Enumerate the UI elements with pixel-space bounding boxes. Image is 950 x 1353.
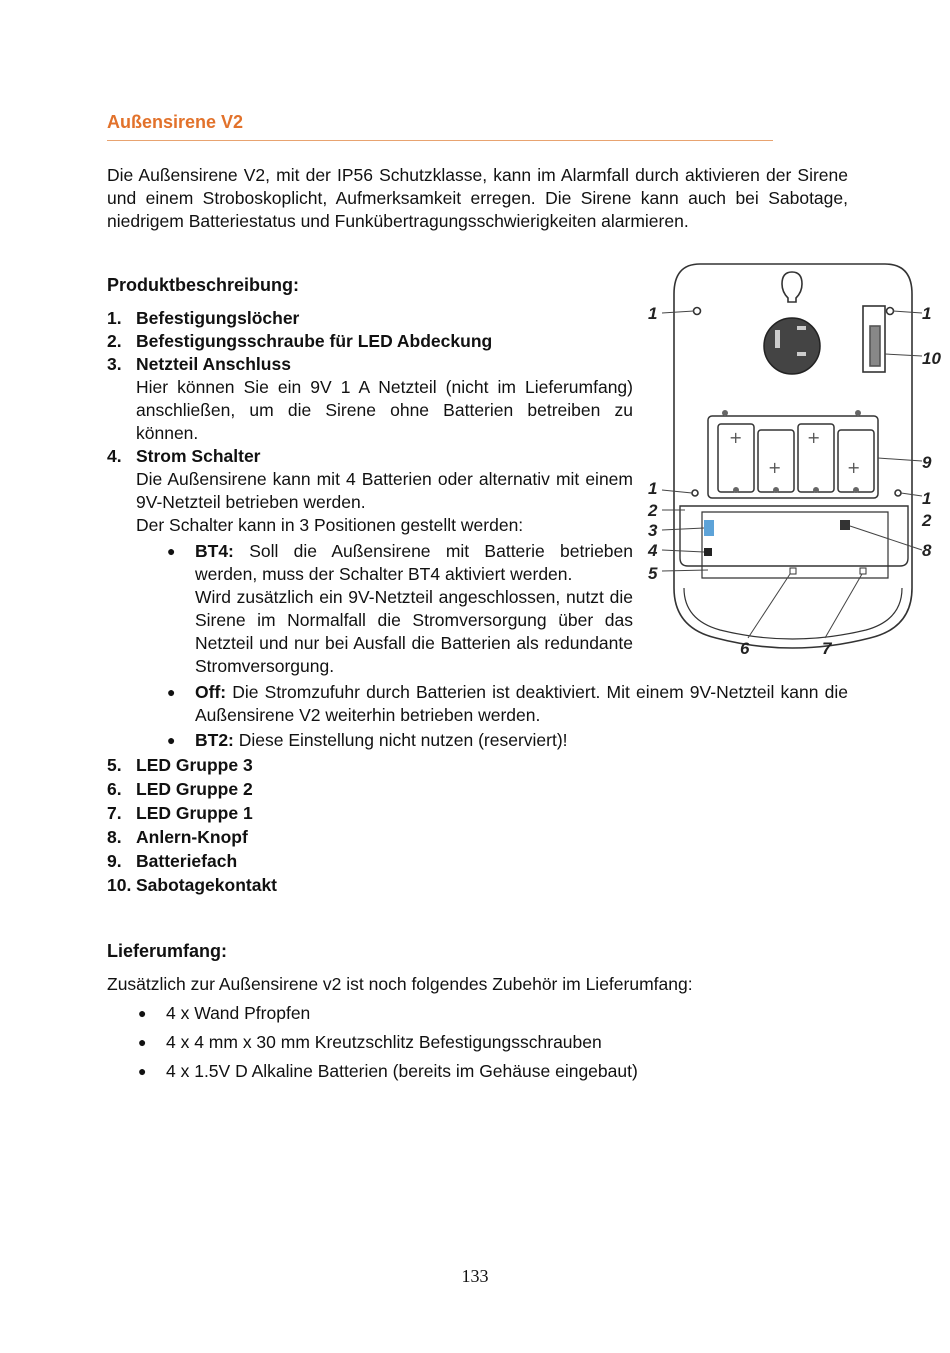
bullet-text: BT2: Diese Einstellung nicht nutzen (reserviert)!: [195, 730, 568, 750]
item-label: LED Gruppe 3: [136, 755, 253, 775]
delivery-item: ● 4 x 4 mm x 30 mm Kreutzschlitz Befestigungsschrauben: [138, 1032, 602, 1052]
siren-speaker: [764, 318, 820, 374]
keyhole: [782, 272, 802, 302]
callout-label: 2: [648, 501, 658, 520]
list-item: [107, 802, 848, 825]
delivery-item: ● 4 x 1.5V D Alkaline Batterien (bereits im Gehäuse eingebaut): [138, 1061, 638, 1081]
mounting-hole: [895, 490, 901, 496]
callout-label: 5: [648, 564, 658, 583]
item-description: Der Schalter kann in 3 Positionen gestellt werden:: [136, 515, 524, 535]
item-number: 7.: [107, 803, 122, 823]
svg-text:+: +: [729, 428, 743, 447]
svg-text:+: +: [768, 458, 782, 477]
callout-label: 1: [922, 489, 932, 508]
item-number: 8.: [107, 827, 122, 847]
product-heading: Produktbeschreibung:: [107, 275, 300, 295]
item-label: Anlern-Knopf: [136, 827, 248, 847]
item-description: Hier können Sie ein 9V 1 A Netzteil (nicht im Lieferumfang) anschließen, um die Sirene ohne Batterien betreiben zu können.: [136, 377, 633, 443]
callout-label: 1: [648, 304, 658, 323]
bullet-icon: ●: [138, 1034, 147, 1050]
bullet-item: [107, 681, 848, 727]
section-title: Außensirene V2: [107, 112, 244, 132]
callout-label: 7: [822, 639, 832, 658]
bullet-text-continued: Wird zusätzlich ein 9V-Netzteil angeschlossen, nutzt die Sirene im Normalfall die Stromversorgung über das Netzteil und nur bei Ausfall die Batterien als redundante Stromversorgung.: [195, 587, 633, 676]
power-connector: [704, 520, 714, 536]
bullet-icon: ●: [167, 684, 176, 700]
mounting-hole: [887, 308, 894, 315]
title-underline: [107, 140, 773, 141]
callout-label: 1: [922, 304, 932, 323]
bullet-item: [107, 729, 848, 752]
list-item: [107, 778, 848, 801]
callout-label: 6: [740, 639, 750, 658]
callout-label: 9: [922, 453, 932, 472]
callout-label: 4: [648, 541, 658, 560]
callout-label: 10: [922, 349, 941, 368]
svg-text:+: +: [807, 428, 821, 447]
item-number: 1.: [107, 308, 122, 328]
item-label: Batteriefach: [136, 851, 238, 871]
mounting-hole: [692, 490, 698, 496]
callout-label: 1: [648, 479, 658, 498]
item-label: Strom Schalter: [136, 446, 261, 466]
item-number: 2.: [107, 331, 122, 351]
callout-label: 3: [648, 521, 658, 540]
bullet-icon: ●: [138, 1005, 147, 1021]
item-label: Sabotagekontakt: [136, 875, 277, 895]
item-label: Netzteil Anschluss: [136, 354, 291, 374]
item-number: 4.: [107, 446, 122, 466]
intro-paragraph: Die Außensirene V2, mit der IP56 Schutzklasse, kann im Alarmfall durch aktivieren der Sirene und einem Stroboskoplicht, Aufmerksamkeit erregen. Die Sirene kann auch bei Sabotage, niedrigem Batteriestatus und Funkübertragungsschwierigkeiten alarmieren.: [107, 165, 848, 231]
item-label: Befestigungsschraube für LED Abdeckung: [136, 331, 493, 351]
bullet-text: Off: Die Stromzufuhr durch Batterien ist deaktiviert. Mit einem 9V-Netzteil kann die Außensirene V2 weiterhin betrieben werden.: [195, 682, 848, 725]
list-item: [107, 826, 848, 849]
item-number: 6.: [107, 779, 122, 799]
item-number: 5.: [107, 755, 122, 775]
bullet-icon: ●: [167, 543, 176, 559]
delivery-intro: Zusätzlich zur Außensirene v2 ist noch folgendes Zubehör im Lieferumfang:: [107, 974, 693, 994]
learn-button: [840, 520, 850, 530]
delivery-item: ● 4 x Wand Pfropfen: [138, 1003, 311, 1023]
callout-label: 2: [922, 511, 932, 530]
siren-diagram: [640, 258, 945, 663]
delivery-heading: Lieferumfang:: [107, 941, 228, 961]
list-item: [107, 850, 848, 873]
delivery-section: [107, 973, 848, 1083]
item-label: LED Gruppe 2: [136, 779, 253, 799]
page-number: 133: [461, 1266, 489, 1286]
item-description: Die Außensirene kann mit 4 Batterien oder alternativ mit einem 9V-Netzteil betrieben werden.: [136, 469, 633, 512]
item-label: LED Gruppe 1: [136, 803, 253, 823]
svg-text:+: +: [847, 458, 861, 477]
bullet-text: BT4: Soll die Außensirene mit Batterie betrieben werden, muss der Schalter BT4 aktiviert werden.: [195, 541, 633, 584]
power-switch: [704, 548, 712, 556]
mounting-hole: [694, 308, 701, 315]
pcb-area: [680, 506, 908, 566]
bullet-icon: ●: [138, 1063, 147, 1079]
list-item: [107, 754, 848, 777]
item-number: 9.: [107, 851, 122, 871]
callout-label: 8: [922, 541, 932, 560]
item-number: 10.: [107, 875, 132, 895]
item-label: Befestigungslöcher: [136, 308, 300, 328]
list-item: [107, 874, 848, 897]
bullet-icon: ●: [167, 732, 176, 748]
item-number: 3.: [107, 354, 122, 374]
